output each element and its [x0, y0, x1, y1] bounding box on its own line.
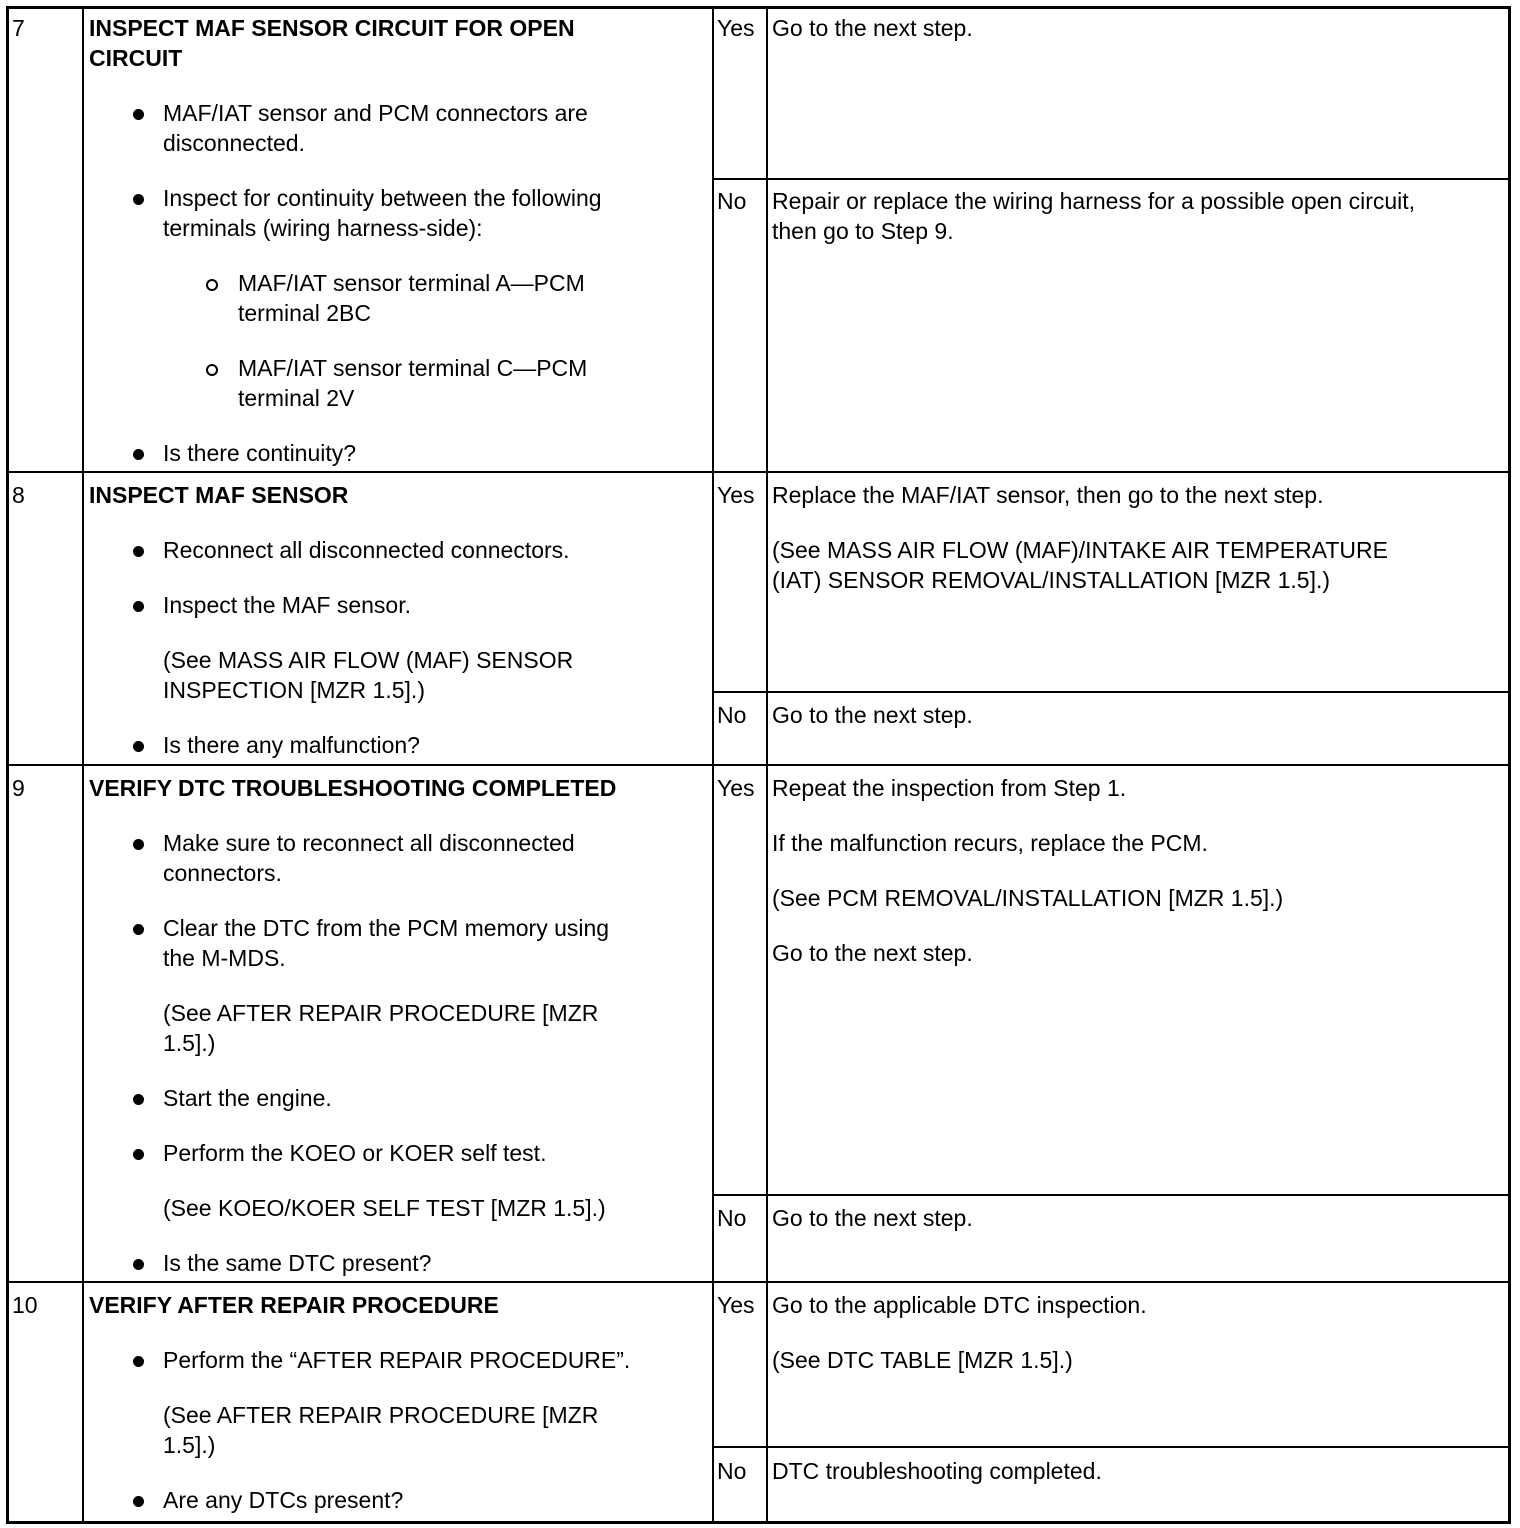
sub-bullet-text: MAF/IAT sensor terminal A—PCM [238, 270, 585, 296]
reference-text: (See KOEO/KOER SELF TEST [MZR 1.5].) [163, 1195, 606, 1221]
reference-text: (See AFTER REPAIR PROCEDURE [MZR [163, 1402, 599, 1428]
yes-action: If the malfunction recurs, replace the PCM. [772, 830, 1208, 856]
row-divider [9, 471, 1508, 473]
bullet-text: Inspect for continuity between the following [163, 185, 602, 211]
yes-no-divider [712, 1446, 1508, 1448]
bullet-icon [133, 1149, 144, 1160]
yes-action: Go to the next step. [772, 15, 973, 41]
yes-action: (See PCM REMOVAL/INSTALLATION [MZR 1.5].) [772, 885, 1284, 911]
no-action: then go to Step 9. [772, 218, 954, 244]
no-label: No [717, 1458, 747, 1484]
sub-bullet-text: terminal 2BC [238, 300, 371, 326]
bullet-icon [133, 1094, 144, 1105]
bullet-icon [133, 741, 144, 752]
bullet-text: Is there continuity? [163, 440, 357, 466]
sub-bullet-text: terminal 2V [238, 385, 355, 411]
bullet-text: Clear the DTC from the PCM memory using [163, 915, 610, 941]
yes-action: (IAT) SENSOR REMOVAL/INSTALLATION [MZR 1.5].) [772, 567, 1331, 593]
step-number: 10 [12, 1292, 38, 1318]
yes-action: Go to the applicable DTC inspection. [772, 1292, 1147, 1318]
bullet-text: Is the same DTC present? [163, 1250, 432, 1276]
step-number: 9 [12, 775, 25, 801]
step-title: VERIFY DTC TROUBLESHOOTING COMPLETED [89, 775, 617, 801]
reference-text: (See AFTER REPAIR PROCEDURE [MZR [163, 1000, 599, 1026]
step-title: VERIFY AFTER REPAIR PROCEDURE [89, 1292, 499, 1318]
yes-no-divider [712, 691, 1508, 693]
reference-text: 1.5].) [163, 1432, 216, 1458]
step-title: INSPECT MAF SENSOR CIRCUIT FOR OPEN [89, 15, 575, 41]
bullet-icon [133, 109, 144, 120]
bullet-text: Perform the “AFTER REPAIR PROCEDURE”. [163, 1347, 631, 1373]
step-number: 8 [12, 482, 25, 508]
sub-bullet-icon [206, 364, 218, 376]
bullet-icon [133, 1356, 144, 1367]
bullet-text: Start the engine. [163, 1085, 332, 1111]
reference-text: 1.5].) [163, 1030, 216, 1056]
reference-text: INSPECTION [MZR 1.5].) [163, 677, 425, 703]
bullet-icon [133, 546, 144, 557]
yes-action: Repeat the inspection from Step 1. [772, 775, 1127, 801]
yes-no-divider [712, 178, 1508, 180]
bullet-text: Is there any malfunction? [163, 732, 420, 758]
yes-action: Go to the next step. [772, 940, 973, 966]
yes-action: Replace the MAF/IAT sensor, then go to the next step. [772, 482, 1324, 508]
yes-label: Yes [717, 15, 755, 41]
step-title: INSPECT MAF SENSOR [89, 482, 349, 508]
yes-action: (See MASS AIR FLOW (MAF)/INTAKE AIR TEMPERATURE [772, 537, 1388, 563]
bullet-icon [133, 449, 144, 460]
yes-label: Yes [717, 1292, 755, 1318]
bullet-text: Are any DTCs present? [163, 1487, 404, 1513]
bullet-icon [133, 601, 144, 612]
bullet-icon [133, 1259, 144, 1270]
bullet-text: Make sure to reconnect all disconnected [163, 830, 575, 856]
bullet-icon [133, 194, 144, 205]
step-number: 7 [12, 15, 25, 41]
no-action: Repair or replace the wiring harness for a possible open circuit, [772, 188, 1416, 214]
bullet-icon [133, 839, 144, 850]
row-divider [9, 1281, 1508, 1283]
yes-action: (See DTC TABLE [MZR 1.5].) [772, 1347, 1073, 1373]
bullet-icon [133, 1496, 144, 1507]
bullet-text: the M-MDS. [163, 945, 286, 971]
row-divider [9, 764, 1508, 766]
no-action: Go to the next step. [772, 702, 973, 728]
no-action: DTC troubleshooting completed. [772, 1458, 1102, 1484]
bullet-text: disconnected. [163, 130, 305, 156]
yes-no-divider [712, 1194, 1508, 1196]
bullet-text: Perform the KOEO or KOER self test. [163, 1140, 547, 1166]
bullet-text: terminals (wiring harness-side): [163, 215, 483, 241]
no-label: No [717, 1205, 747, 1231]
sub-bullet-icon [206, 279, 218, 291]
no-label: No [717, 702, 747, 728]
step-title: CIRCUIT [89, 45, 183, 71]
bullet-text: Inspect the MAF sensor. [163, 592, 412, 618]
bullet-text: MAF/IAT sensor and PCM connectors are [163, 100, 588, 126]
no-action: Go to the next step. [772, 1205, 973, 1231]
bullet-text: Reconnect all disconnected connectors. [163, 537, 570, 563]
no-label: No [717, 188, 747, 214]
sub-bullet-text: MAF/IAT sensor terminal C—PCM [238, 355, 588, 381]
bullet-text: connectors. [163, 860, 282, 886]
yes-label: Yes [717, 482, 755, 508]
bullet-icon [133, 924, 144, 935]
reference-text: (See MASS AIR FLOW (MAF) SENSOR [163, 647, 574, 673]
yes-label: Yes [717, 775, 755, 801]
